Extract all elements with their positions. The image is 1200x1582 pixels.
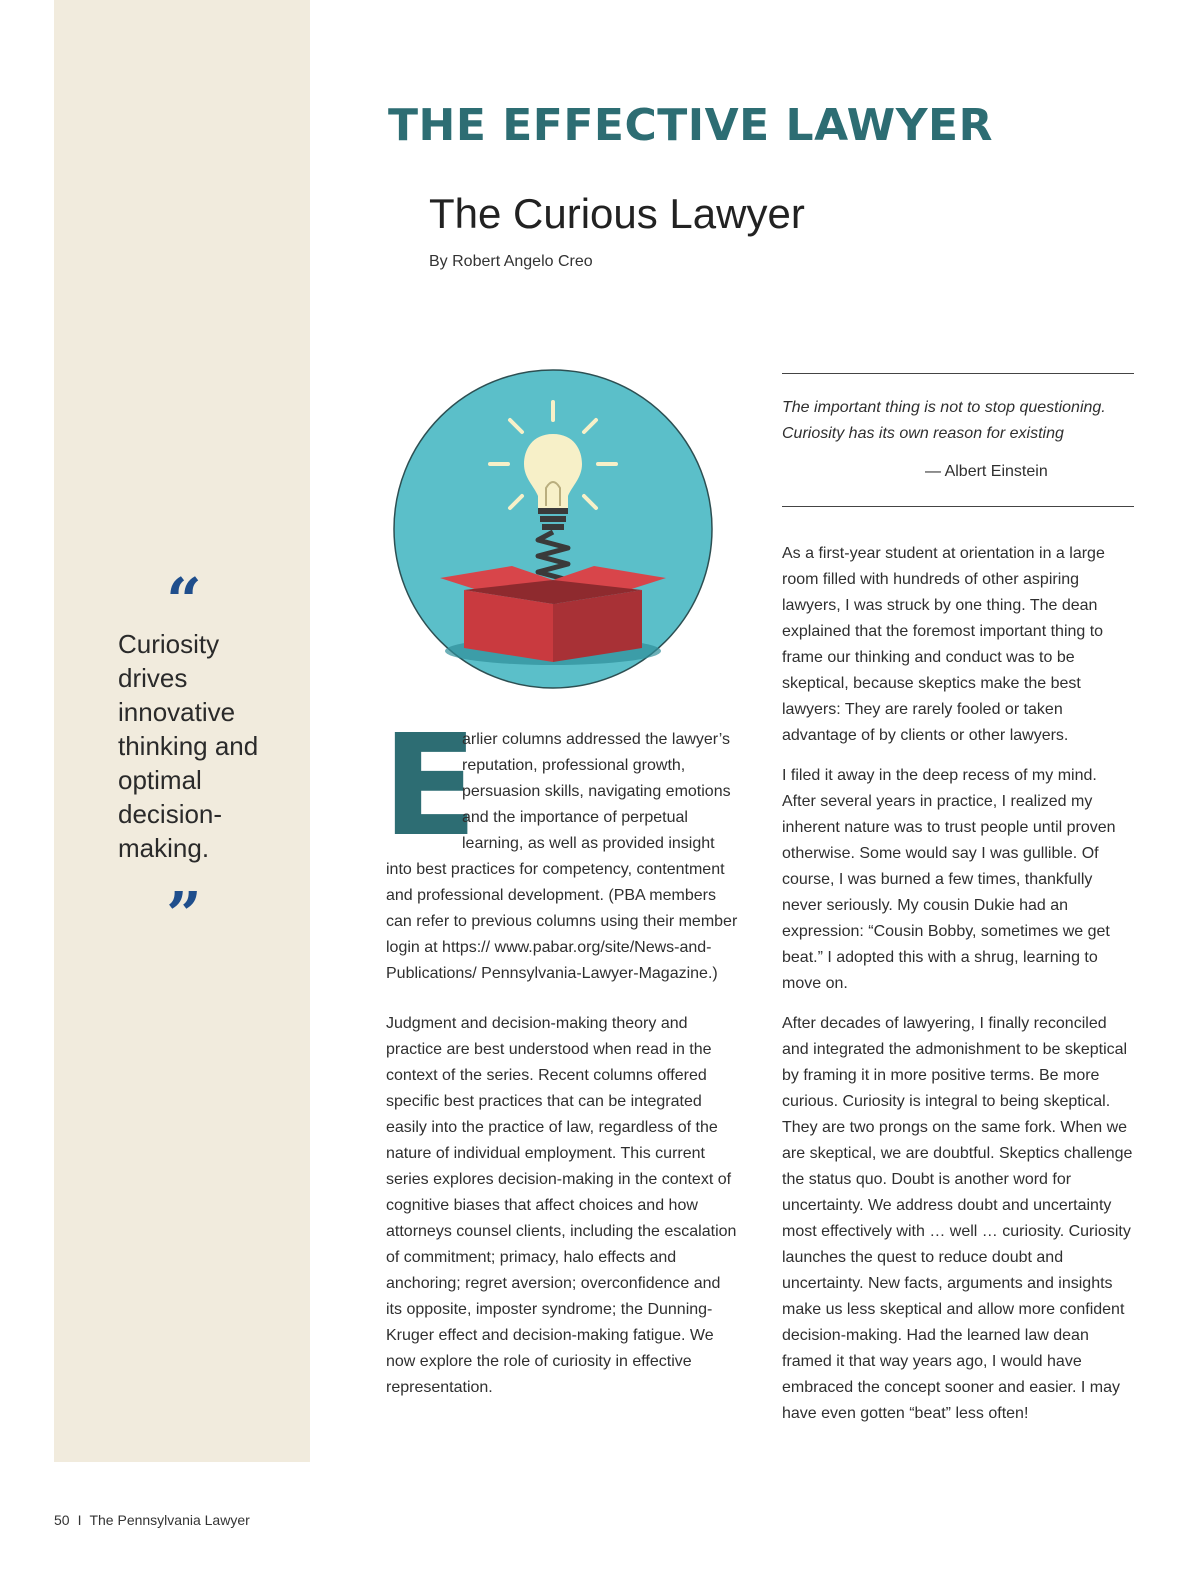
body-paragraph: Judgment and decision-making theory and practice are best understood when read in the context of the series. Recent columns offered specific best practices that can be integrated easily into the practice of law, regardless of the nature of individual employment. This current series explores decision-making in the context of cognitive biases that affect choices and how attorneys counsel clients, including the escalation of commitment; primacy, halo effects and anchoring; regret aversion; overconfidence and its opposite, imposter syndrome; the Dunning-Kruger effect and decision-making fatigue. We now explore the role of curiosity in effective representation. <box>386 1015 737 1396</box>
body-paragraph: I filed it away in the deep recess of my mind. After several years in practice, I realized my inherent nature was to trust people until proven otherwise. Some would say I was gullible. Of course, I was burned a few times, thankfully never seriously. My cousin Dukie had an expression: “Cousin Bobby, sometimes we get beat.” I adopted this with a shrug, learning to move on. <box>782 767 1116 992</box>
epigraph-quote: The important thing is not to stop questioning. Curiosity has its own reason for existing <box>782 399 1106 442</box>
byline: By Robert Angelo Creo <box>429 253 593 270</box>
left-column <box>382 705 738 1401</box>
article-title: The Curious Lawyer <box>429 190 805 237</box>
close-quote-icon: ” <box>166 878 202 951</box>
pull-quote: Curiosity drives innovative thinking and optimal decision-making. <box>118 629 259 863</box>
epigraph-top-rule <box>782 373 1134 374</box>
epigraph-bottom-rule <box>782 506 1134 507</box>
lightbulb-in-box-icon <box>392 368 714 690</box>
body-paragraph: As a first-year student at orientation in a large room filled with hundreds of other aspiring lawyers, I was struck by one thing. The dean explained that the foremost important thing to frame our thinking and conduct was to be skeptical, because skeptics make the best lawyers: They are rarely fooled or taken advantage of by clients or other lawyers. <box>782 545 1105 744</box>
section-heading: THE EFFECTIVE LAWYER <box>388 100 993 151</box>
page-number: 50 <box>54 1512 70 1528</box>
body-paragraph: After decades of lawyering, I finally reconciled and integrated the admonishment to be skeptical by framing it in more positive terms. Be more curious. Curiosity is integral to being skeptical. They are two prongs on the same fork. When we are skeptical, we are doubtful. Skeptics challenge the status quo. Doubt is another word for uncertainty. We address doubt and uncertainty most effectively with … well … curiosity. Curiosity launches the quest to reduce doubt and uncertainty. New facts, arguments and insights make us less skeptical and allow more confident decision-making. Had the learned law dean framed it that way years ago, I would have embraced the concept sooner and easier. I may have even gotten “beat” less often! <box>782 1015 1133 1422</box>
paragraph-text: arlier columns addressed the lawyer’s reputation, professional growth, persuasion skills, navigating emotions and the importance of perpetual learning, as well as provided insight into best practices for competency, contentment and professional development. (PBA members can refer to previous columns using their member login at https:// www.pabar.org/site/News-and-Publications/ Pennsylvania-Lawyer-Magazine.) <box>386 731 738 982</box>
epigraph-attribution: — Albert Einstein <box>925 463 1048 480</box>
open-quote-icon: “ <box>166 564 202 637</box>
body-paragraph <box>382 705 738 987</box>
page-footer <box>54 1512 250 1528</box>
publication-name: The Pennsylvania Lawyer <box>89 1512 250 1528</box>
drop-cap: E <box>382 705 478 868</box>
footer-separator: I <box>77 1512 82 1528</box>
right-column <box>782 541 1134 1427</box>
